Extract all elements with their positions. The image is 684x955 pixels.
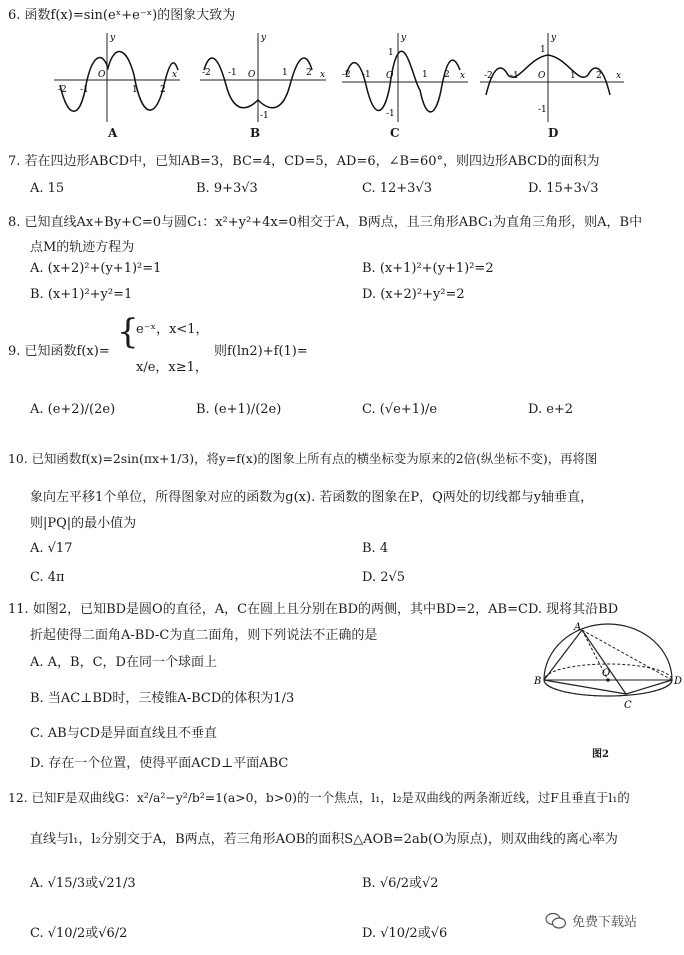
q9-option-c: C. (√e+1)/e xyxy=(362,402,438,417)
svg-text:-2: -2 xyxy=(342,70,351,80)
fig2-point-c: C xyxy=(624,700,632,711)
svg-text:x: x xyxy=(172,70,178,80)
q10-option-b: B. 4 xyxy=(362,541,389,556)
q11-stem-2: 折起使得二面角A-BD-C为直二面角，则下列说法不正确的是 xyxy=(30,628,378,643)
q12-option-c: C. √10/2或√6/2 xyxy=(30,926,128,941)
svg-text:O: O xyxy=(386,71,394,81)
svg-text:2: 2 xyxy=(306,68,312,78)
q12-option-a: A. √15/3或√21/3 xyxy=(30,876,136,891)
q8-stem-2: 点M的轨迹方程为 xyxy=(30,240,135,255)
q11-option-a: A. A，B，C，D在同一个球面上 xyxy=(30,655,217,670)
q10-option-a: A. √17 xyxy=(30,541,73,556)
fig2-point-a: A xyxy=(574,622,582,633)
q11-stem-1: 11. 如图2，已知BD是圆O的直径，A，C在圆上且分别在BD的两侧，其中BD=2，AB=CD. 现将其沿BD xyxy=(8,602,619,617)
svg-text:2: 2 xyxy=(596,71,602,81)
svg-text:2: 2 xyxy=(444,70,450,80)
svg-text:-1: -1 xyxy=(538,105,547,115)
graph-b xyxy=(198,30,328,125)
q11-option-b: B. 当AC⊥BD时，三棱锥A-BCD的体积为1/3 xyxy=(30,691,295,706)
q10-stem-3: 则|PQ|的最小值为 xyxy=(30,516,137,531)
q12-option-d: D. √10/2或√6 xyxy=(362,926,448,941)
svg-text:1: 1 xyxy=(422,70,428,80)
q8-option-b: B. (x+1)²+(y+1)²=2 xyxy=(362,261,494,276)
svg-text:1: 1 xyxy=(388,48,394,58)
wechat-icon xyxy=(545,912,567,930)
graph-c xyxy=(340,30,470,125)
graph-d-label: D xyxy=(548,126,559,140)
svg-text:x: x xyxy=(320,70,326,80)
watermark-text: 免费下载站 xyxy=(572,915,638,930)
q9-brace: { xyxy=(117,312,139,352)
q9-option-b: B. (e+1)/(2e) xyxy=(196,402,282,417)
svg-text:-1: -1 xyxy=(386,109,395,119)
svg-text:1: 1 xyxy=(570,71,576,81)
q10-option-c: C. 4π xyxy=(30,570,65,585)
q7-stem: 7. 若在四边形ABCD中，已知AB=3，BC=4，CD=5，AD=6，∠B=60°，则四边形ABCD的面积为 xyxy=(8,154,600,169)
q9-piece-2: x/e，x≥1， xyxy=(136,360,208,375)
svg-text:-2: -2 xyxy=(58,85,67,95)
svg-text:y: y xyxy=(261,33,267,43)
svg-text:O: O xyxy=(98,70,106,80)
q9-option-a: A. (e+2)/(2e) xyxy=(30,402,116,417)
q8-stem-1: 8. 已知直线Ax+By+C=0与圆C₁：x²+y²+4x=0相交于A，B两点，且三角形ABC₁为直角三角形，则A，B中 xyxy=(8,215,643,230)
q10-stem-2: 象向左平移1个单位，所得图象对应的函数为g(x). 若函数的图象在P，Q两处的切线都与y轴垂直， xyxy=(30,490,594,505)
graph-b-label: B xyxy=(250,126,261,140)
graph-a-label: A xyxy=(108,126,118,140)
graph-d xyxy=(478,30,628,125)
graph-a xyxy=(52,30,182,125)
q7-option-b: B. 9+3√3 xyxy=(196,181,258,196)
svg-text:y: y xyxy=(110,33,116,43)
figure-2-caption: 图2 xyxy=(592,749,609,760)
q9-piece-1: e⁻ˣ，x<1， xyxy=(136,322,209,337)
svg-text:-1: -1 xyxy=(260,111,269,121)
svg-text:-2: -2 xyxy=(202,68,211,78)
figure-2-hemisphere xyxy=(534,618,682,732)
graph-c-label: C xyxy=(390,126,400,140)
svg-text:-1: -1 xyxy=(362,70,371,80)
q9-option-d: D. e+2 xyxy=(528,402,574,417)
q11-option-c: C. AB与CD是异面直线且不垂直 xyxy=(30,726,218,741)
q12-stem-1: 12. 已知F是双曲线G：x²/a²−y²/b²=1(a>0，b>0)的一个焦点，l₁，l₂是双曲线的两条渐近线，过F且垂直于l₁的 xyxy=(8,790,630,805)
svg-text:-1: -1 xyxy=(510,71,519,81)
fig2-point-o: O xyxy=(602,668,611,679)
q8-option-a: A. (x+2)²+(y+1)²=1 xyxy=(30,261,162,276)
q7-option-c: C. 12+3√3 xyxy=(362,181,433,196)
svg-text:O: O xyxy=(248,70,256,80)
q10-option-d: D. 2√5 xyxy=(362,570,406,585)
q8-option-d: D. (x+2)²+y²=2 xyxy=(362,287,465,302)
svg-text:2: 2 xyxy=(160,85,166,95)
q6-stem: 6. 函数f(x)=sin(eˣ+e⁻ˣ)的图象大致为 xyxy=(8,8,236,23)
q12-option-b: B. √6/2或√2 xyxy=(362,876,439,891)
svg-text:O: O xyxy=(538,71,546,81)
q9-tail: 则f(ln2)+f(1)= xyxy=(214,344,308,359)
svg-text:-2: -2 xyxy=(484,71,493,81)
fig2-point-d: D xyxy=(674,676,682,687)
q7-option-a: A. 15 xyxy=(30,181,65,196)
svg-text:1: 1 xyxy=(132,85,138,95)
fig2-point-b: B xyxy=(534,676,542,687)
q7-option-d: D. 15+3√3 xyxy=(528,181,599,196)
q12-stem-2: 直线与l₁，l₂分别交于A，B两点，若三角形AOB的面积S△AOB=2ab(O为原点)，则双曲线的离心率为 xyxy=(30,832,618,847)
svg-text:y: y xyxy=(401,33,407,43)
svg-text:1: 1 xyxy=(282,68,288,78)
q11-option-d: D. 存在一个位置，使得平面ACD⊥平面ABC xyxy=(30,756,289,771)
svg-text:-1: -1 xyxy=(228,68,237,78)
q10-stem-1: 10. 已知函数f(x)=2sin(πx+1/3)，将y=f(x)的图象上所有点的横坐标变为原来的2倍(纵坐标不变)，再将图 xyxy=(8,451,598,466)
svg-text:-1: -1 xyxy=(80,85,89,95)
svg-text:x: x xyxy=(616,71,622,81)
svg-text:1: 1 xyxy=(540,45,546,55)
watermark xyxy=(545,911,637,930)
svg-text:y: y xyxy=(551,33,557,43)
svg-text:x: x xyxy=(460,71,466,81)
q8-option-c: B. (x+1)²+y²=1 xyxy=(30,287,133,302)
q9-stem: 9. 已知函数f(x)= xyxy=(8,344,110,359)
